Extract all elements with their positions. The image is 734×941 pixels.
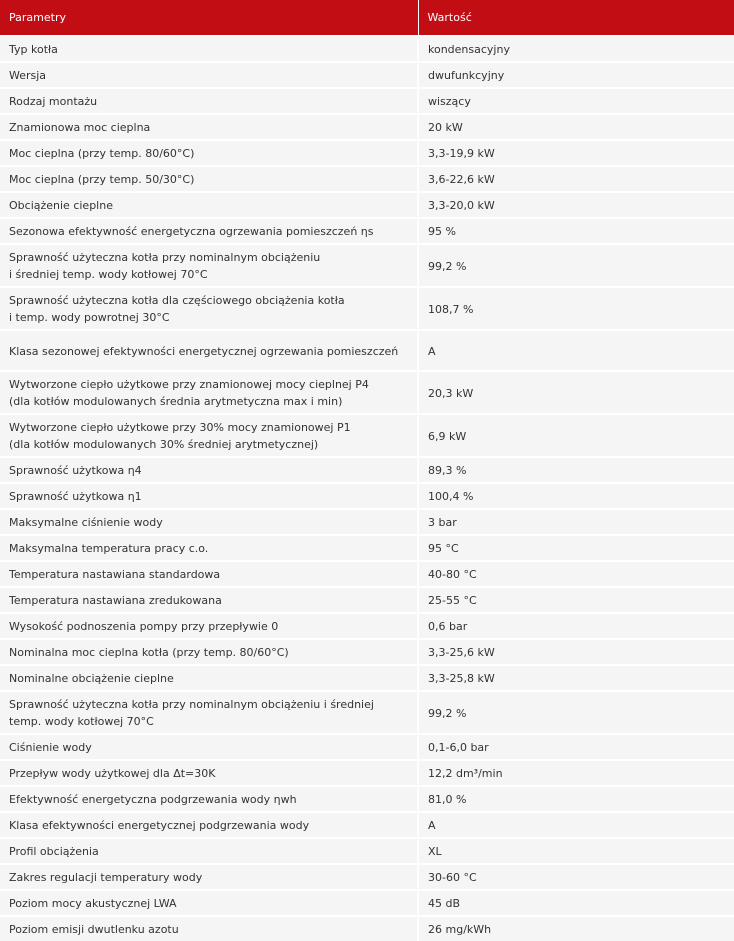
param-value: 3 bar: [428, 516, 457, 529]
param-label: Sprawność użyteczna kotła przy nominalnym obciążeniu i średniej temp. wody kotłowej 70°C: [9, 698, 374, 728]
param-value: 3,3-20,0 kW: [428, 199, 495, 212]
table-row: [0, 244, 734, 287]
param-cell: [0, 613, 418, 639]
table-row: [0, 734, 734, 760]
param-value: 45 dB: [428, 897, 461, 910]
param-cell: [0, 812, 418, 838]
value-cell: [418, 613, 734, 639]
param-value: 99,2 %: [428, 706, 467, 720]
header-param: Parametry: [0, 0, 418, 36]
param-label: Sprawność użyteczna kotła przy nominalnym obciążeniu i średniej temp. wody kotłowej 70°C: [9, 251, 321, 281]
param-cell: [0, 244, 418, 287]
value-cell: [418, 36, 734, 62]
param-cell: [0, 414, 418, 457]
param-cell: [0, 838, 418, 864]
value-cell: [418, 457, 734, 483]
header-value: Wartość: [418, 0, 734, 36]
param-value: 0,1-6,0 bar: [428, 741, 489, 754]
param-value: 99,2 %: [428, 259, 467, 273]
param-cell: [0, 864, 418, 890]
param-value: 81,0 %: [428, 793, 467, 806]
value-cell: [418, 691, 734, 734]
table-body: [0, 36, 734, 941]
table-row: [0, 140, 734, 166]
value-cell: [418, 786, 734, 812]
param-value: 12,2 dm³/min: [428, 767, 503, 780]
param-cell: [0, 587, 418, 613]
param-cell: [0, 665, 418, 691]
param-cell: [0, 535, 418, 561]
param-label: Maksymalne ciśnienie wody: [9, 516, 163, 529]
param-value: 100,4 %: [428, 490, 474, 503]
param-label: Poziom emisji dwutlenku azotu: [9, 923, 179, 936]
param-cell: [0, 192, 418, 218]
param-label: Rodzaj montażu: [9, 95, 98, 108]
param-value: 25-55 °C: [428, 594, 477, 607]
param-value: 30-60 °C: [428, 871, 477, 884]
param-cell: [0, 691, 418, 734]
value-cell: [418, 414, 734, 457]
table-row: [0, 330, 734, 371]
param-value: A: [428, 819, 436, 832]
param-label: Ciśnienie wody: [9, 741, 92, 754]
table-row: [0, 760, 734, 786]
param-value: 89,3 %: [428, 464, 467, 477]
param-label: Temperatura nastawiana zredukowana: [9, 594, 222, 607]
param-cell: [0, 734, 418, 760]
param-value: A: [428, 344, 436, 358]
value-cell: [418, 287, 734, 330]
value-cell: [418, 218, 734, 244]
value-cell: [418, 561, 734, 587]
param-value: 3,3-25,6 kW: [428, 646, 495, 659]
param-value: 20 kW: [428, 121, 463, 134]
param-value: 95 %: [428, 225, 456, 238]
param-label: Przepływ wody użytkowej dla Δt=30K: [9, 767, 216, 780]
param-label: Nominalne obciążenie cieplne: [9, 672, 174, 685]
param-cell: [0, 287, 418, 330]
param-cell: [0, 457, 418, 483]
table-row: [0, 88, 734, 114]
param-value: 3,3-25,8 kW: [428, 672, 495, 685]
param-cell: [0, 561, 418, 587]
table-row: [0, 287, 734, 330]
value-cell: [418, 114, 734, 140]
param-value: 3,6-22,6 kW: [428, 173, 495, 186]
param-value: dwufunkcyjny: [428, 69, 505, 82]
param-label: Klasa efektywności energetycznej podgrzewania wody: [9, 819, 310, 832]
param-cell: [0, 166, 418, 192]
param-value: 3,3-19,9 kW: [428, 147, 495, 160]
param-cell: [0, 483, 418, 509]
param-cell: [0, 114, 418, 140]
value-cell: [418, 916, 734, 941]
param-label: Temperatura nastawiana standardowa: [9, 568, 221, 581]
table-row: [0, 665, 734, 691]
param-cell: [0, 36, 418, 62]
table-row: [0, 509, 734, 535]
param-label: Zakres regulacji temperatury wody: [9, 871, 203, 884]
table-row: [0, 838, 734, 864]
param-cell: [0, 88, 418, 114]
table-row: [0, 916, 734, 941]
value-cell: [418, 665, 734, 691]
table-row: [0, 890, 734, 916]
param-value: 40-80 °C: [428, 568, 477, 581]
table-row: [0, 166, 734, 192]
table-row: [0, 587, 734, 613]
param-cell: [0, 890, 418, 916]
value-cell: [418, 192, 734, 218]
param-value: 26 mg/kWh: [428, 923, 492, 936]
param-label: Maksymalna temperatura pracy c.o.: [9, 542, 209, 555]
value-cell: [418, 838, 734, 864]
table-row: [0, 192, 734, 218]
value-cell: [418, 509, 734, 535]
param-value: 0,6 bar: [428, 620, 468, 633]
value-cell: [418, 639, 734, 665]
value-cell: [418, 483, 734, 509]
value-cell: [418, 587, 734, 613]
param-value: wiszący: [428, 95, 471, 108]
param-label: Poziom mocy akustycznej LWA: [9, 897, 177, 910]
value-cell: [418, 371, 734, 414]
table-row: [0, 561, 734, 587]
param-value: 20,3 kW: [428, 386, 474, 400]
table-row: [0, 691, 734, 734]
param-cell: [0, 371, 418, 414]
value-cell: [418, 140, 734, 166]
param-cell: [0, 330, 418, 371]
value-cell: [418, 166, 734, 192]
table-row: [0, 114, 734, 140]
param-value: 6,9 kW: [428, 429, 467, 443]
table-row: [0, 613, 734, 639]
param-label: Sezonowa efektywność energetyczna ogrzewania pomieszczeń ηs: [9, 225, 374, 238]
value-cell: [418, 760, 734, 786]
param-cell: [0, 916, 418, 941]
value-cell: [418, 812, 734, 838]
value-cell: [418, 244, 734, 287]
param-label: Nominalna moc cieplna kotła (przy temp. 80/60°C): [9, 646, 289, 659]
param-label: Wytworzone ciepło użytkowe przy 30% mocy znamionowej P1 (dla kotłów modulowanych 30% średniej arytmetycznej): [9, 421, 351, 451]
value-cell: [418, 864, 734, 890]
param-cell: [0, 786, 418, 812]
param-value: 95 °C: [428, 542, 459, 555]
param-label: Moc cieplna (przy temp. 80/60°C): [9, 147, 195, 160]
param-value: kondensacyjny: [428, 43, 510, 56]
table-row: [0, 535, 734, 561]
value-cell: [418, 62, 734, 88]
param-value: 108,7 %: [428, 302, 474, 316]
table-row: [0, 218, 734, 244]
table-row: [0, 483, 734, 509]
param-label: Wersja: [9, 69, 47, 82]
param-label: Efektywność energetyczna podgrzewania wody ηwh: [9, 793, 297, 806]
param-label: Znamionowa moc cieplna: [9, 121, 151, 134]
param-label: Sprawność użyteczna kotła dla częściowego obciążenia kotła i temp. wody powrotnej 30°C: [9, 294, 345, 324]
param-label: Obciążenie cieplne: [9, 199, 113, 212]
table-row: [0, 864, 734, 890]
param-cell: [0, 218, 418, 244]
value-cell: [418, 535, 734, 561]
param-cell: [0, 760, 418, 786]
table-row: [0, 371, 734, 414]
table-header: [0, 0, 734, 36]
value-cell: [418, 734, 734, 760]
table-row: [0, 786, 734, 812]
value-cell: [418, 330, 734, 371]
table-row: [0, 414, 734, 457]
param-label: Profil obciążenia: [9, 845, 99, 858]
value-cell: [418, 890, 734, 916]
param-value: XL: [428, 845, 442, 858]
param-label: Wytworzone ciepło użytkowe przy znamionowej mocy cieplnej P4 (dla kotłów modulowanych średnia arytmetyczna max i min): [9, 378, 369, 408]
param-cell: [0, 639, 418, 665]
param-label: Moc cieplna (przy temp. 50/30°C): [9, 173, 195, 186]
param-label: Typ kotła: [9, 43, 58, 56]
table-row: [0, 62, 734, 88]
header-row: [0, 0, 734, 36]
param-cell: [0, 509, 418, 535]
table-row: [0, 639, 734, 665]
value-cell: [418, 88, 734, 114]
param-label: Wysokość podnoszenia pompy przy przepływie 0: [9, 620, 279, 633]
param-label: Sprawność użytkowa η1: [9, 490, 142, 503]
table-row: [0, 812, 734, 838]
param-label: Sprawność użytkowa η4: [9, 464, 142, 477]
param-cell: [0, 140, 418, 166]
table-row: [0, 457, 734, 483]
param-cell: [0, 62, 418, 88]
table-row: [0, 36, 734, 62]
param-label: Klasa sezonowej efektywności energetycznej ogrzewania pomieszczeń: [9, 344, 399, 358]
